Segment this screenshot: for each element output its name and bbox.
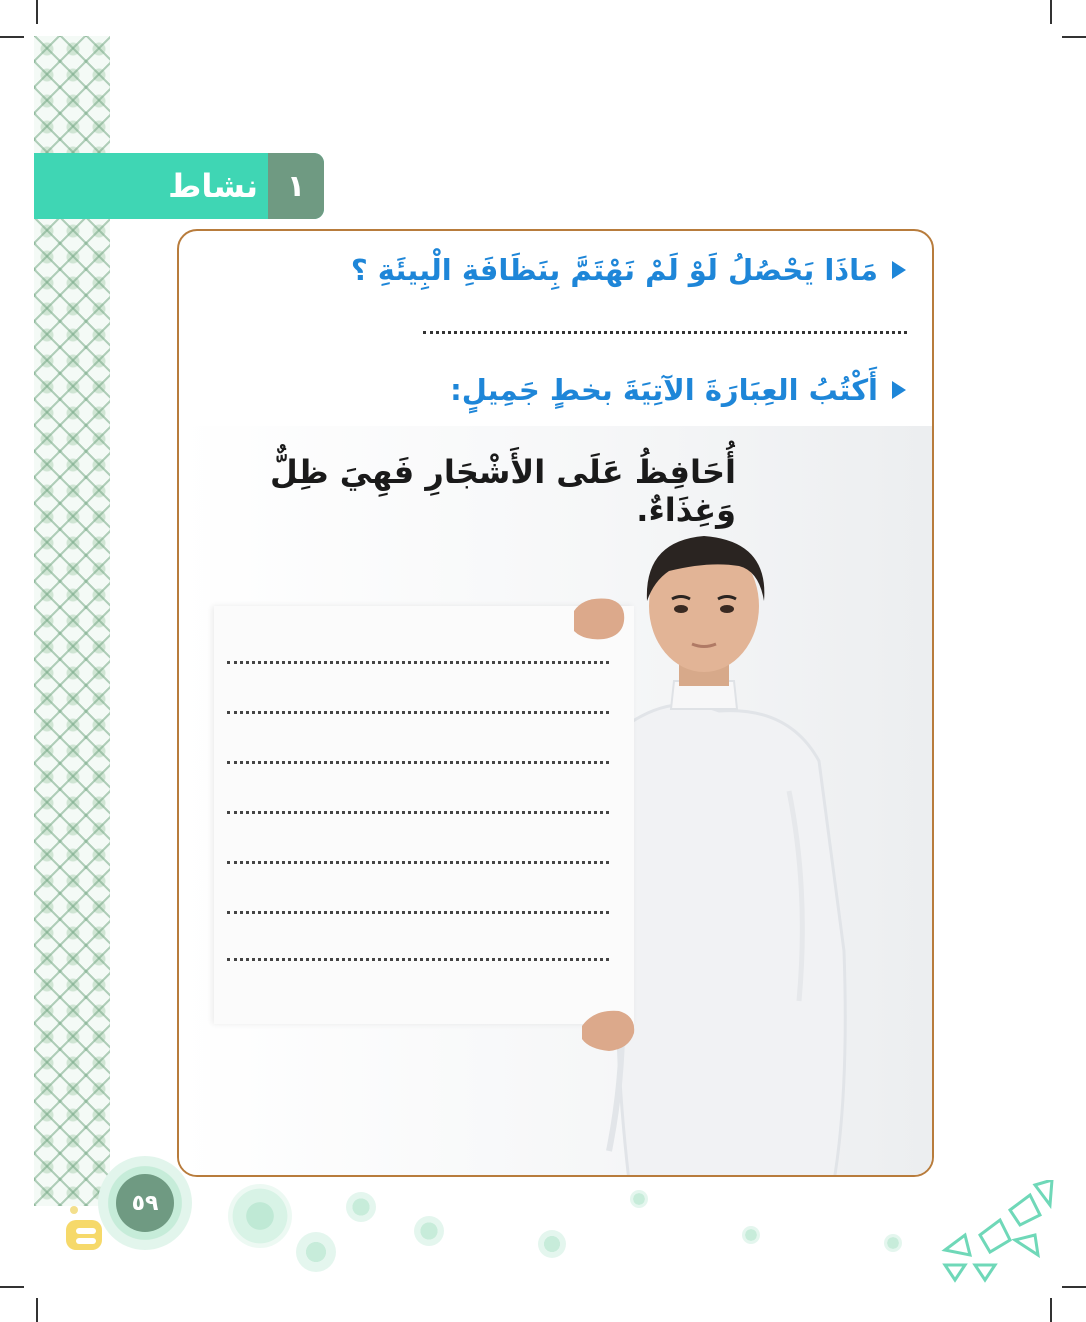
activity-number: ١ — [268, 153, 324, 219]
rosette-icon — [630, 1190, 648, 1208]
writing-line[interactable] — [227, 661, 609, 664]
question-2 — [206, 373, 906, 407]
activity-title: نشاط — [168, 167, 258, 205]
crop-mark — [36, 1298, 38, 1322]
writing-line[interactable] — [227, 711, 609, 714]
crop-mark — [0, 36, 24, 38]
writing-line[interactable] — [227, 911, 609, 914]
writing-line[interactable] — [227, 958, 609, 961]
logo-mark-icon — [62, 1200, 106, 1256]
triangle-bullet-icon — [892, 261, 906, 279]
geometric-ornament-icon — [940, 1180, 1056, 1290]
rosette-icon — [228, 1184, 292, 1248]
page-number: ٥٩ — [116, 1174, 174, 1232]
rosette-icon — [414, 1216, 444, 1246]
page-number-badge — [98, 1156, 192, 1250]
rosette-icon — [538, 1230, 566, 1258]
rosette-icon — [346, 1192, 376, 1222]
crop-mark — [36, 0, 38, 24]
activity-frame — [177, 229, 934, 1177]
rosette-icon — [742, 1226, 760, 1244]
model-phrase: أُحَافِظُ عَلَى الأَشْجَارِ فَهِيَ ظِلٌّ وَغِذَاءٌ. — [269, 453, 736, 529]
answer-line[interactable] — [423, 331, 907, 334]
hand-bottom — [574, 1001, 644, 1061]
crop-mark — [1050, 1298, 1052, 1322]
writing-line[interactable] — [227, 861, 609, 864]
crop-mark — [1062, 36, 1086, 38]
crop-mark — [1062, 1286, 1086, 1288]
triangle-bullet-icon — [892, 381, 906, 399]
question-1-text: مَاذَا يَحْصُلُ لَوْ لَمْ نَهْتَمَّ بِنَظَافَةِ الْبِيئَةِ ؟ — [350, 253, 878, 287]
crop-mark — [1050, 0, 1052, 24]
rosette-icon — [296, 1232, 336, 1272]
rosette-icon — [884, 1234, 902, 1252]
writing-board — [214, 606, 634, 1024]
question-2-text: أَكْتُبُ العِبَارَةَ الآتِيَةَ بخطٍ جَمِيلٍ: — [450, 373, 878, 407]
activity-tab — [34, 153, 324, 219]
question-1 — [206, 253, 906, 287]
writing-line[interactable] — [227, 761, 609, 764]
hand-top — [564, 591, 634, 651]
writing-line[interactable] — [227, 811, 609, 814]
crop-mark — [0, 1286, 24, 1288]
